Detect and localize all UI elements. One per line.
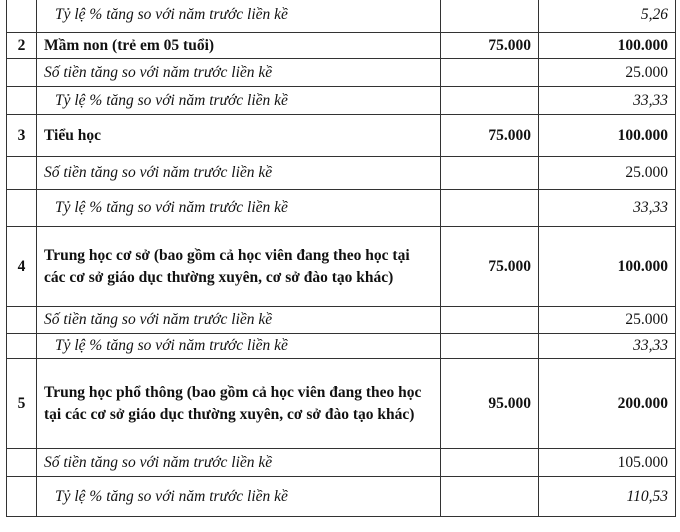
pct-label: Tỷ lệ % tăng so với năm trước liền kề <box>37 87 441 115</box>
stt-cell <box>7 190 37 227</box>
table-row <box>7 477 676 517</box>
stt-cell <box>7 59 37 87</box>
stt-number: 3 <box>7 115 37 157</box>
table-row <box>7 0 676 33</box>
old-fee-value: 75.000 <box>441 115 539 157</box>
old-value-cell <box>441 190 539 227</box>
old-fee-value: 75.000 <box>441 33 539 59</box>
new-fee-value: 100.000 <box>539 227 676 307</box>
table-row <box>7 359 676 449</box>
table-row <box>7 190 676 227</box>
table-row <box>7 334 676 359</box>
pct-label: Tỷ lệ % tăng so với năm trước liền kề <box>37 334 441 359</box>
table-row <box>7 227 676 307</box>
old-value-cell <box>441 477 539 517</box>
level-name: Mầm non (trẻ em 05 tuổi) <box>37 33 441 59</box>
amount-label: Số tiền tăng so với năm trước liền kề <box>37 157 441 190</box>
amount-value: 25.000 <box>539 307 676 334</box>
stt-number: 4 <box>7 227 37 307</box>
stt-cell <box>7 0 37 33</box>
table-row <box>7 449 676 477</box>
new-fee-value: 100.000 <box>539 115 676 157</box>
pct-label: Tỷ lệ % tăng so với năm trước liền kề <box>37 0 441 33</box>
pct-value: 33,33 <box>539 87 676 115</box>
old-value-cell <box>441 449 539 477</box>
amount-value: 105.000 <box>539 449 676 477</box>
pct-value: 33,33 <box>539 334 676 359</box>
pct-value: 110,53 <box>539 477 676 517</box>
old-value-cell <box>441 87 539 115</box>
table-row <box>7 307 676 334</box>
amount-label: Số tiền tăng so với năm trước liền kề <box>37 307 441 334</box>
stt-cell <box>7 477 37 517</box>
old-value-cell <box>441 59 539 87</box>
old-value-cell <box>441 307 539 334</box>
pct-value: 5,26 <box>539 0 676 33</box>
new-fee-value: 100.000 <box>539 33 676 59</box>
stt-cell <box>7 87 37 115</box>
old-value-cell <box>441 157 539 190</box>
table-row <box>7 59 676 87</box>
amount-value: 25.000 <box>539 59 676 87</box>
stt-cell <box>7 307 37 334</box>
new-fee-value: 200.000 <box>539 359 676 449</box>
stt-cell <box>7 334 37 359</box>
stt-cell <box>7 157 37 190</box>
old-value-cell <box>441 0 539 33</box>
level-name: Trung học cơ sở (bao gồm cả học viên đang theo học tại các cơ sở giáo dục thường xuyên, cơ sở đào tạo khác) <box>37 227 441 307</box>
pct-value: 33,33 <box>539 190 676 227</box>
pct-label: Tỷ lệ % tăng so với năm trước liền kề <box>37 190 441 227</box>
stt-cell <box>7 449 37 477</box>
stt-number: 5 <box>7 359 37 449</box>
table-row <box>7 157 676 190</box>
old-fee-value: 95.000 <box>441 359 539 449</box>
table-row <box>7 33 676 59</box>
amount-label: Số tiền tăng so với năm trước liền kề <box>37 59 441 87</box>
amount-label: Số tiền tăng so với năm trước liền kề <box>37 449 441 477</box>
pct-label: Tỷ lệ % tăng so với năm trước liền kề <box>37 477 441 517</box>
old-value-cell <box>441 334 539 359</box>
table-row <box>7 115 676 157</box>
fee-increase-table <box>6 0 676 517</box>
stt-number: 2 <box>7 33 37 59</box>
level-name: Tiểu học <box>37 115 441 157</box>
level-name: Trung học phổ thông (bao gồm cả học viên đang theo học tại các cơ sở giáo dục thường xuyên, cơ sở đào tạo khác) <box>37 359 441 449</box>
table-row <box>7 87 676 115</box>
amount-value: 25.000 <box>539 157 676 190</box>
old-fee-value: 75.000 <box>441 227 539 307</box>
